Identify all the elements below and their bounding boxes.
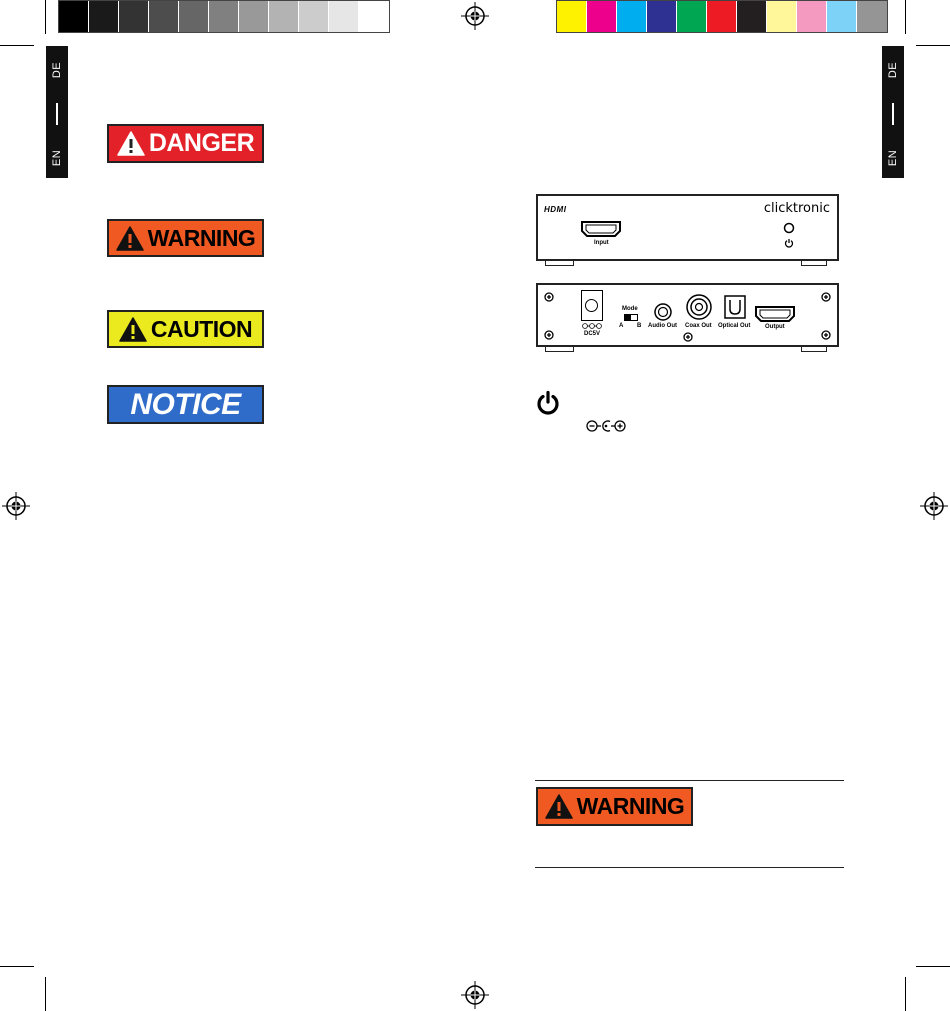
lang-en-label: EN xyxy=(887,149,899,167)
warning-triangle-icon xyxy=(117,131,145,156)
bottom-warning-badge xyxy=(536,787,693,826)
audio-out-jack-icon xyxy=(653,302,673,322)
device-foot xyxy=(801,261,827,266)
screw-icon xyxy=(821,292,831,302)
tab-divider xyxy=(892,103,894,125)
notice-label: NOTICE xyxy=(130,387,241,421)
hdmi-input-port-icon xyxy=(581,221,621,237)
lang-de-label: DE xyxy=(51,61,63,79)
warning-badge xyxy=(107,219,264,257)
color-swatch xyxy=(179,1,209,32)
warning-label: WARNING xyxy=(147,224,256,251)
danger-label: DANGER xyxy=(148,129,255,157)
color-swatch xyxy=(89,1,119,32)
registration-mark-icon xyxy=(2,492,30,520)
caution-badge xyxy=(107,310,264,348)
color-swatch xyxy=(209,1,239,32)
power-icon xyxy=(535,390,561,416)
optical-out-label: Optical Out xyxy=(718,323,751,329)
screw-icon xyxy=(821,330,831,340)
grayscale-calibration-bar xyxy=(58,0,390,33)
coax-out-label: Coax Out xyxy=(685,323,712,329)
lang-de-label: DE xyxy=(887,61,899,79)
section-rule-top xyxy=(535,780,844,781)
led-indicator-icon xyxy=(783,222,795,234)
brand-logo: clicktronic xyxy=(763,201,830,216)
color-swatch xyxy=(59,1,89,32)
audio-out-label: Audio Out xyxy=(648,323,677,329)
dc-jack-hole-icon xyxy=(584,298,599,313)
color-swatch xyxy=(797,1,827,32)
crop-mark xyxy=(916,45,950,46)
screw-icon xyxy=(544,292,554,302)
color-swatch xyxy=(299,1,329,32)
mode-switch xyxy=(624,314,638,321)
warning-triangle-icon xyxy=(116,226,144,251)
language-tab-right xyxy=(882,46,904,178)
device-foot xyxy=(545,347,574,352)
color-swatch xyxy=(737,1,767,32)
section-rule-bottom xyxy=(535,867,844,868)
color-swatch xyxy=(827,1,857,32)
dc-label: DC5V xyxy=(584,331,601,337)
color-swatch xyxy=(677,1,707,32)
color-swatch xyxy=(239,1,269,32)
color-swatch xyxy=(857,1,887,32)
color-swatch xyxy=(707,1,737,32)
color-calibration-bar xyxy=(556,0,888,33)
color-swatch xyxy=(767,1,797,32)
danger-badge xyxy=(107,124,264,163)
device-foot xyxy=(545,261,574,266)
crop-mark xyxy=(0,45,34,46)
crop-mark xyxy=(45,977,46,1011)
input-port-label: Input xyxy=(594,240,609,246)
optical-out-port-icon xyxy=(724,295,746,319)
registration-mark-icon xyxy=(461,981,489,1009)
device-front-panel xyxy=(536,194,839,261)
lang-en-label: EN xyxy=(51,149,63,167)
warning-triangle-icon xyxy=(119,317,147,342)
dc-polarity-small-icon xyxy=(582,323,602,329)
crop-mark xyxy=(916,966,950,967)
color-swatch xyxy=(587,1,617,32)
device-foot xyxy=(801,347,827,352)
crop-mark xyxy=(45,0,46,34)
notice-badge xyxy=(107,385,264,424)
language-tab-left xyxy=(46,46,68,178)
mode-b-label: B xyxy=(637,323,642,329)
crop-mark xyxy=(0,966,34,967)
color-swatch xyxy=(557,1,587,32)
registration-mark-icon xyxy=(920,492,948,520)
mode-label: Mode xyxy=(622,306,638,312)
color-swatch xyxy=(119,1,149,32)
hdmi-logo: HDMI xyxy=(544,205,567,214)
color-swatch xyxy=(617,1,647,32)
mode-a-label: A xyxy=(619,323,624,329)
color-swatch xyxy=(149,1,179,32)
bottom-warning-label: WARNING xyxy=(576,793,685,819)
warning-triangle-icon xyxy=(545,794,573,819)
color-swatch xyxy=(269,1,299,32)
hdmi-output-port-icon xyxy=(755,306,795,322)
device-rear-panel xyxy=(536,283,839,347)
color-swatch xyxy=(329,1,359,32)
output-port-label: Output xyxy=(765,324,785,330)
power-symbol-small-icon xyxy=(784,238,794,248)
screw-icon xyxy=(544,330,554,340)
color-swatch xyxy=(647,1,677,32)
tab-divider xyxy=(56,103,58,125)
crop-mark xyxy=(905,977,906,1011)
mode-switch-knob xyxy=(625,315,631,320)
color-swatch xyxy=(359,1,389,32)
crop-mark xyxy=(905,0,906,34)
dc-polarity-icon xyxy=(585,419,627,433)
coax-out-jack-icon xyxy=(685,293,713,321)
dc-jack-port xyxy=(581,290,603,321)
caution-label: CAUTION xyxy=(150,315,253,342)
screw-icon xyxy=(683,332,693,342)
registration-mark-icon xyxy=(461,2,489,30)
